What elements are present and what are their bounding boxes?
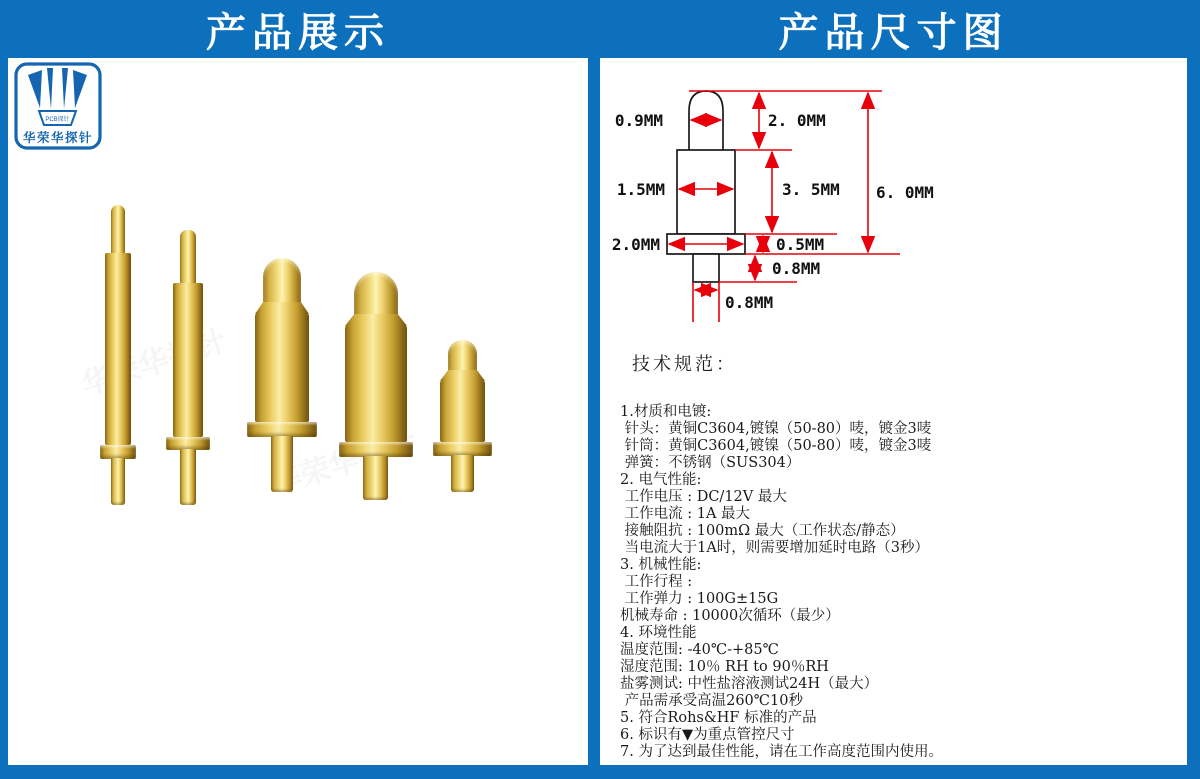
spec-line: 针筒：黄铜C3604,镀镍（50-80）唛，镀金3唛 — [620, 438, 932, 454]
spec-title: 技术规范： — [632, 354, 737, 375]
spec-line: 机械寿命 : 10000次循环（最少） — [620, 608, 840, 624]
watermark-text: 华荣华探针 — [267, 424, 421, 503]
dim-label-flange-height: 0.5MM — [776, 235, 825, 254]
spec-line: 3. 机械性能: — [620, 557, 702, 573]
spec-line: 工作行程 : — [620, 574, 693, 590]
spec-line: 工作电流 : 1A 最大 — [620, 506, 751, 522]
product-photo-panel — [8, 58, 588, 765]
spec-line: 湿度范围: 10％ RH to 90％RH — [620, 659, 829, 675]
spec-list — [620, 404, 943, 761]
logo-sub-text: PCB探针 — [45, 117, 70, 123]
dim-label-total-height: 6. 0MM — [876, 183, 934, 202]
pin-outline-barrel — [677, 150, 735, 234]
dim-label-barrel-height: 3. 5MM — [782, 180, 840, 199]
spec-line: 接触阻抗 : 100mΩ 最大（工作状态/静态） — [620, 523, 905, 539]
watermark-text: 华荣华探针 — [77, 324, 231, 403]
spec-line: 4. 环境性能 — [620, 625, 697, 641]
spec-line: 6. 标识有▼为重点管控尺寸 — [620, 727, 795, 743]
spec-line: 产品需承受高温260℃10秒 — [620, 693, 803, 709]
spec-line: 针头：黄铜C3604,镀镍（50-80）唛，镀金3唛 — [620, 421, 932, 437]
spec-line: 工作电压 : DC/12V 最大 — [620, 489, 787, 505]
spec-line: 5. 符合Rohs&HF 标准的产品 — [620, 710, 817, 726]
dimension-diagram — [600, 58, 1187, 338]
right-panel-title: 产品尺寸图 — [778, 10, 1009, 55]
dim-label-tip-width: 0.9MM — [614, 111, 663, 130]
spec-line: 当电流大于1A时，则需要增加延时电路（3秒） — [620, 540, 930, 556]
brand-logo — [14, 62, 102, 150]
dim-label-barrel-width: 1.5MM — [616, 180, 665, 199]
left-panel-title: 产品展示 — [206, 10, 390, 55]
pin-outline-tail — [693, 254, 719, 282]
spec-line: 盐雾测试: 中性盐溶液测试24H（最大） — [620, 676, 879, 692]
logo-brand-text: 华荣华探针 — [22, 131, 94, 145]
dimension-panel — [600, 58, 1187, 765]
dim-label-tail-height: 0.8MM — [772, 259, 821, 278]
spec-line: 弹簧：不锈钢（SUS304） — [620, 455, 801, 471]
dim-label-tip-height: 2. 0MM — [768, 111, 826, 130]
spec-line: 温度范围: -40℃-+85℃ — [620, 642, 779, 658]
dim-label-tail-width: 0.8MM — [725, 293, 774, 312]
dim-label-flange-width: 2.0MM — [611, 235, 660, 254]
spec-line: 1.材质和电镀: — [620, 404, 712, 420]
spec-line: 7. 为了达到最佳性能，请在工作高度范围内使用。 — [620, 744, 943, 760]
spec-line: 2. 电气性能: — [620, 472, 702, 488]
spec-line: 工作弹力 : 100G±15G — [620, 591, 779, 607]
